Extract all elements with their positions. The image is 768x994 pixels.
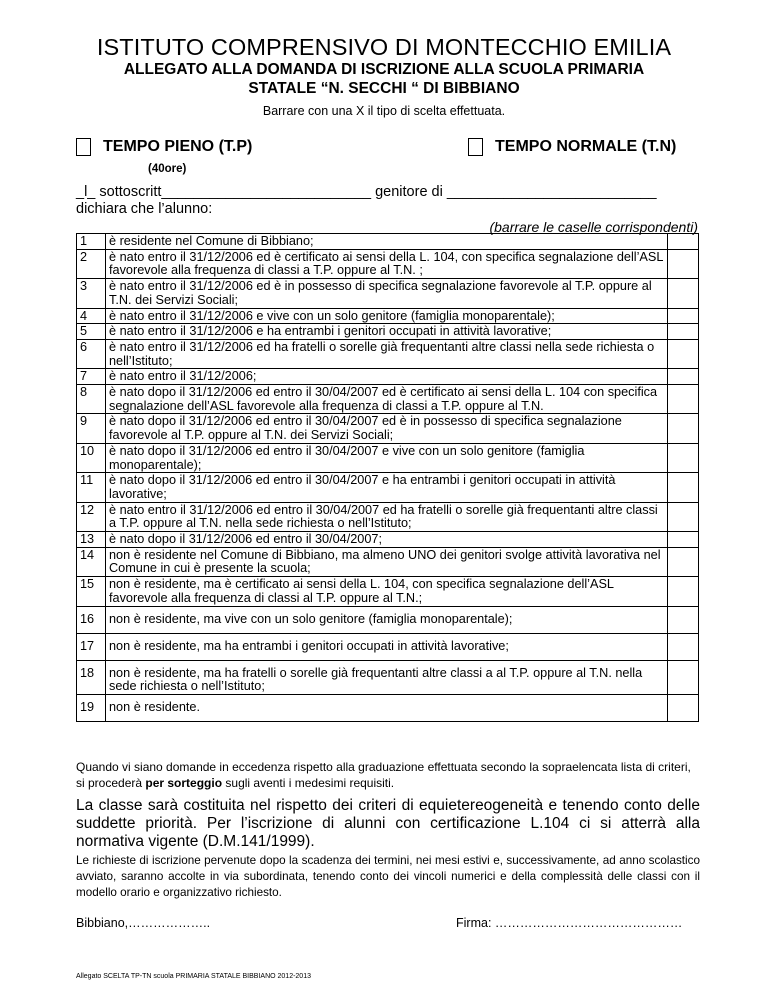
criteria-text: non è residente, ma ha fratelli o sorelle già frequentanti altre classi a al T.P. oppure al T.N. nella sede richiesta o nell’Istituto; [106, 660, 668, 694]
criteria-row [77, 694, 699, 721]
criteria-number: 2 [77, 249, 106, 278]
declaration-line-1: _l_ sottoscritt__________________________ genitore di __________________________ [76, 184, 657, 200]
tie-break-text-a: Quando vi siano domande in eccedenza rispetto alla graduazione effettuata secondo la sopraelencata lista di criteri, si procederà [76, 760, 691, 790]
class-composition-paragraph: La classe sarà costituita nel rispetto dei criteri di equietereogeneità e tenendo conto delle suddette priorità. Per l’iscrizione di alunni con certificazione L.104 ci si atterrà alla normativa vigente (D.M.141/1999). [76, 797, 700, 851]
criteria-checkbox[interactable] [668, 249, 699, 278]
criteria-table [76, 233, 699, 722]
criteria-text: non è residente, ma è certificato ai sensi della L. 104, con specifica segnalazione dell’ASL favorevole alla frequenza di classi al T.P. oppure al T.N.; [106, 577, 668, 606]
criteria-text: è nato dopo il 31/12/2006 ed entro il 30/04/2007 e vive con un solo genitore (famiglia monoparentale); [106, 443, 668, 472]
criteria-number: 7 [77, 369, 106, 385]
option-tempo-normale-label: TEMPO NORMALE (T.N) [495, 138, 677, 155]
criteria-row [77, 385, 699, 414]
criteria-row [77, 414, 699, 443]
criteria-row [77, 547, 699, 576]
declaration-line-2: dichiara che l’alunno: [76, 201, 213, 217]
criteria-text: è nato dopo il 31/12/2006 ed entro il 30/04/2007 ed è certificato ai sensi della L. 104 con specifica segnalazione dell’ASL favorevole alla frequenza di classi a T.P. oppure al T.N. [106, 385, 668, 414]
criteria-checkbox[interactable] [668, 473, 699, 502]
criteria-number: 3 [77, 279, 106, 308]
document-subtitle [0, 60, 768, 98]
criteria-number: 16 [77, 606, 106, 633]
criteria-number: 6 [77, 339, 106, 368]
criteria-number: 17 [77, 633, 106, 660]
criteria-checkbox[interactable] [668, 279, 699, 308]
criteria-row [77, 502, 699, 531]
criteria-checkbox[interactable] [668, 547, 699, 576]
criteria-row [77, 633, 699, 660]
criteria-checkbox[interactable] [668, 443, 699, 472]
criteria-checkbox[interactable] [668, 694, 699, 721]
criteria-row [77, 279, 699, 308]
criteria-checkbox[interactable] [668, 660, 699, 694]
criteria-row [77, 532, 699, 548]
option-tempo-pieno-label: TEMPO PIENO (T.P) [103, 138, 253, 155]
criteria-checkbox[interactable] [668, 324, 699, 340]
criteria-text: non è residente. [106, 694, 668, 721]
late-requests-paragraph: Le richieste di iscrizione pervenute dopo la scadenza dei termini, nei mesi estivi e, successivamente, ad anno scolastico avviato, saranno accolte in via subordinata, tenendo conto dei vincoli numerici e della complessità delle classi con il modello orario e organizzativo richiesto. [76, 854, 700, 899]
criteria-text: è nato entro il 31/12/2006 ed ha fratelli o sorelle già frequentanti altre classi nella sede richiesta o nell’Istituto; [106, 339, 668, 368]
criteria-row [77, 308, 699, 324]
criteria-text: non è residente nel Comune di Bibbiano, ma almeno UNO dei genitori svolge attività lavorativa nel Comune in cui è presente la scuola; [106, 547, 668, 576]
criteria-checkbox[interactable] [668, 414, 699, 443]
criteria-number: 8 [77, 385, 106, 414]
tie-break-text-b: sugli aventi i medesimi requisiti. [222, 775, 395, 790]
option-tempo-normale[interactable] [468, 138, 676, 156]
criteria-row [77, 324, 699, 340]
criteria-number: 15 [77, 577, 106, 606]
criteria-checkbox[interactable] [668, 385, 699, 414]
instruction-text: Barrare con una X il tipo di scelta effettuata. [262, 104, 506, 118]
criteria-text: è nato dopo il 31/12/2006 ed entro il 30/04/2007 ed è in possesso di specifica segnalazione favorevole al T.P. oppure al T.N. dei Servizi Sociali; [106, 414, 668, 443]
subtitle-line-2: STATALE “N. SECCHI “ DI BIBBIANO [248, 80, 520, 97]
checkbox-tempo-pieno[interactable] [76, 138, 91, 156]
footer-note: Allegato SCELTA TP-TN scuola PRIMARIA STATALE BIBBIANO 2012-2013 [76, 973, 311, 980]
criteria-text: è nato entro il 31/12/2006 ed è certificato ai sensi della L. 104, con specifica segnalazione dell’ASL favorevole alla frequenza di classi a T.P. oppure al T.N. ; [106, 249, 668, 278]
criteria-number: 1 [77, 234, 106, 250]
criteria-row [77, 339, 699, 368]
criteria-text: non è residente, ma ha entrambi i genitori occupati in attività lavorative; [106, 633, 668, 660]
criteria-number: 12 [77, 502, 106, 531]
subtitle-line-1: ALLEGATO ALLA DOMANDA DI ISCRIZIONE ALLA SCUOLA PRIMARIA [123, 61, 645, 78]
criteria-checkbox[interactable] [668, 633, 699, 660]
checkbox-instruction-note: (barrare le caselle corrispondenti) [489, 219, 698, 235]
criteria-checkbox[interactable] [668, 532, 699, 548]
criteria-row [77, 660, 699, 694]
criteria-row [77, 249, 699, 278]
criteria-number: 9 [77, 414, 106, 443]
criteria-number: 18 [77, 660, 106, 694]
criteria-row [77, 369, 699, 385]
criteria-checkbox[interactable] [668, 339, 699, 368]
criteria-text: è residente nel Comune di Bibbiano; [106, 234, 668, 250]
criteria-row [77, 606, 699, 633]
criteria-text: è nato entro il 31/12/2006 e ha entrambi i genitori occupati in attività lavorative; [106, 324, 668, 340]
criteria-checkbox[interactable] [668, 308, 699, 324]
criteria-text: è nato entro il 31/12/2006 ed entro il 30/04/2007 ed ha fratelli o sorelle già frequentanti altre classi a T.P. oppure al T.N. nella sede richiesta o nell’Istituto; [106, 502, 668, 531]
school-title: ISTITUTO COMPRENSIVO DI MONTECCHIO EMILIA [96, 34, 672, 60]
criteria-number: 11 [77, 473, 106, 502]
criteria-text: non è residente, ma vive con un solo genitore (famiglia monoparentale); [106, 606, 668, 633]
criteria-text: è nato dopo il 31/12/2006 ed entro il 30/04/2007; [106, 532, 668, 548]
criteria-text: è nato entro il 31/12/2006 ed è in possesso di specifica segnalazione favorevole al T.P. oppure al T.N. dei Servizi Sociali; [106, 279, 668, 308]
criteria-row [77, 234, 699, 250]
criteria-text: è nato dopo il 31/12/2006 ed entro il 30/04/2007 e ha entrambi i genitori occupati in attività lavorative; [106, 473, 668, 502]
criteria-number: 14 [77, 547, 106, 576]
criteria-number: 4 [77, 308, 106, 324]
criteria-checkbox[interactable] [668, 577, 699, 606]
criteria-number: 5 [77, 324, 106, 340]
place-date-field[interactable]: Bibbiano,……………….. [76, 916, 211, 930]
criteria-row [77, 473, 699, 502]
criteria-checkbox[interactable] [668, 369, 699, 385]
criteria-number: 13 [77, 532, 106, 548]
signature-field[interactable]: Firma: ……………………………………… [456, 916, 683, 930]
criteria-number: 19 [77, 694, 106, 721]
option-tempo-pieno[interactable] [76, 138, 252, 156]
criteria-checkbox[interactable] [668, 502, 699, 531]
criteria-row [77, 443, 699, 472]
criteria-row [77, 577, 699, 606]
tie-break-paragraph [76, 760, 700, 791]
criteria-text: è nato entro il 31/12/2006 e vive con un solo genitore (famiglia monoparentale); [106, 308, 668, 324]
criteria-checkbox[interactable] [668, 606, 699, 633]
criteria-text: è nato entro il 31/12/2006; [106, 369, 668, 385]
criteria-number: 10 [77, 443, 106, 472]
tie-break-bold: per sorteggio [145, 775, 223, 790]
checkbox-tempo-normale[interactable] [468, 138, 483, 156]
criteria-checkbox[interactable] [668, 234, 699, 250]
option-hours-note: (40ore) [148, 163, 187, 175]
